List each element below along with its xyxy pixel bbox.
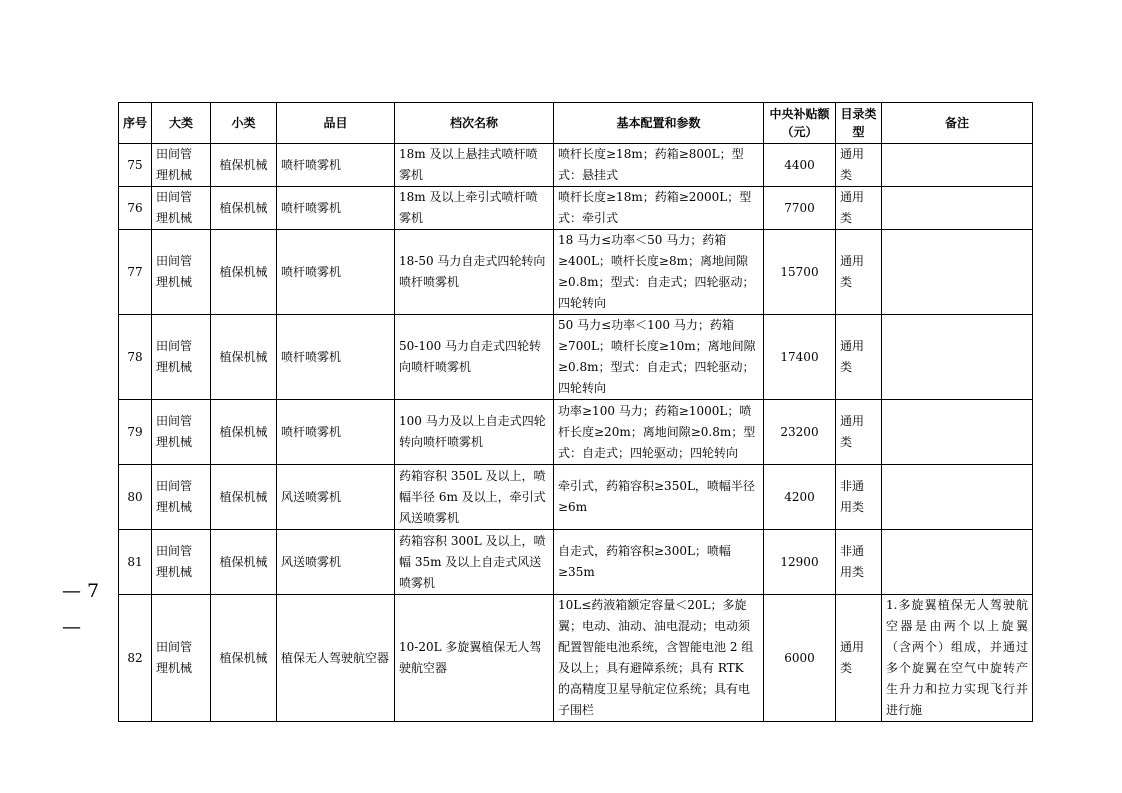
cell-no: 78 [119, 315, 152, 400]
cell-catalog-type-text: 通用类 [840, 147, 865, 182]
cell-subsidy: 23200 [764, 400, 836, 465]
cell-major-text: 田间管理机械 [156, 414, 193, 449]
cell-note [882, 187, 1033, 230]
cell-config: 18 马力≤功率＜50 马力；药箱≥400L；喷杆长度≥8m；离地间隙≥0.8m；型式：自走式；四轮驱动；四轮转向 [554, 230, 764, 315]
table-row [119, 230, 1033, 315]
header-subsidy: 中央补贴额（元） [764, 103, 836, 144]
cell-minor: 植保机械 [211, 315, 277, 400]
cell-no: 80 [119, 465, 152, 530]
cell-no: 81 [119, 530, 152, 595]
cell-minor: 植保机械 [211, 465, 277, 530]
cell-item: 植保无人驾驶航空器 [277, 595, 395, 722]
cell-grade: 50-100 马力自走式四轮转向喷杆喷雾机 [395, 315, 554, 400]
cell-major [152, 144, 211, 187]
cell-catalog-type-text: 通用类 [840, 640, 865, 675]
cell-grade: 10-20L 多旋翼植保无人驾驶航空器 [395, 595, 554, 722]
table-row [119, 187, 1033, 230]
cell-grade: 18m 及以上悬挂式喷杆喷雾机 [395, 144, 554, 187]
cell-subsidy: 17400 [764, 315, 836, 400]
cell-subsidy: 4200 [764, 465, 836, 530]
cell-subsidy: 12900 [764, 530, 836, 595]
cell-grade: 药箱容积 350L 及以上，喷幅半径 6m 及以上，牵引式风送喷雾机 [395, 465, 554, 530]
cell-catalog-type-text: 非通用类 [840, 479, 865, 514]
cell-no: 77 [119, 230, 152, 315]
cell-no: 76 [119, 187, 152, 230]
cell-grade: 100 马力及以上自走式四轮转向喷杆喷雾机 [395, 400, 554, 465]
table-header-row [119, 103, 1033, 144]
cell-item: 喷杆喷雾机 [277, 230, 395, 315]
cell-catalog-type-text: 通用类 [840, 190, 865, 225]
header-no: 序号 [119, 103, 152, 144]
cell-major [152, 530, 211, 595]
cell-catalog-type-text: 通用类 [840, 339, 865, 374]
cell-note [882, 315, 1033, 400]
cell-item: 喷杆喷雾机 [277, 315, 395, 400]
header-major: 大类 [152, 103, 211, 144]
cell-major [152, 315, 211, 400]
cell-catalog-type-text: 通用类 [840, 254, 865, 289]
cell-catalog-type [836, 400, 882, 465]
cell-major [152, 400, 211, 465]
cell-subsidy: 4400 [764, 144, 836, 187]
cell-catalog-type [836, 465, 882, 530]
cell-minor: 植保机械 [211, 595, 277, 722]
subsidy-catalog-table [118, 102, 1033, 722]
cell-note [882, 230, 1033, 315]
cell-major [152, 595, 211, 722]
cell-subsidy: 15700 [764, 230, 836, 315]
cell-grade: 18m 及以上牵引式喷杆喷雾机 [395, 187, 554, 230]
header-grade: 档次名称 [395, 103, 554, 144]
cell-config: 喷杆长度≥18m；药箱≥2000L；型式：牵引式 [554, 187, 764, 230]
cell-catalog-type [836, 315, 882, 400]
cell-catalog-type [836, 230, 882, 315]
cell-major-text: 田间管理机械 [156, 339, 193, 374]
header-catalog-type: 目录类型 [836, 103, 882, 144]
cell-no: 82 [119, 595, 152, 722]
cell-catalog-type [836, 187, 882, 230]
cell-item: 喷杆喷雾机 [277, 187, 395, 230]
cell-config: 50 马力≤功率＜100 马力；药箱≥700L；喷杆长度≥10m；离地间隙≥0.8m；型式：自走式；四轮驱动；四轮转向 [554, 315, 764, 400]
table-row [119, 595, 1033, 722]
header-note: 备注 [882, 103, 1033, 144]
cell-note: 1.多旋翼植保无人驾驶航空器是由两个以上旋翼（含两个）组成，并通过多个旋翼在空气中旋转产生升力和拉力实现飞行并进行施 [882, 595, 1033, 722]
cell-note [882, 465, 1033, 530]
cell-subsidy: 6000 [764, 595, 836, 722]
cell-note [882, 530, 1033, 595]
header-config: 基本配置和参数 [554, 103, 764, 144]
table-row [119, 315, 1033, 400]
cell-major-text: 田间管理机械 [156, 254, 193, 289]
cell-no: 75 [119, 144, 152, 187]
cell-item: 喷杆喷雾机 [277, 400, 395, 465]
cell-config: 喷杆长度≥18m；药箱≥800L；型式：悬挂式 [554, 144, 764, 187]
cell-catalog-type-text: 通用类 [840, 414, 865, 449]
cell-catalog-type [836, 595, 882, 722]
cell-note [882, 144, 1033, 187]
cell-grade: 18-50 马力自走式四轮转向喷杆喷雾机 [395, 230, 554, 315]
table-row [119, 465, 1033, 530]
cell-catalog-type-text: 非通用类 [840, 544, 865, 579]
cell-major [152, 230, 211, 315]
cell-major-text: 田间管理机械 [156, 640, 193, 675]
header-minor: 小类 [211, 103, 277, 144]
cell-major-text: 田间管理机械 [156, 190, 193, 225]
cell-note [882, 400, 1033, 465]
header-item: 品目 [277, 103, 395, 144]
cell-minor: 植保机械 [211, 530, 277, 595]
cell-minor: 植保机械 [211, 400, 277, 465]
table-row [119, 400, 1033, 465]
cell-major [152, 465, 211, 530]
cell-minor: 植保机械 [211, 187, 277, 230]
cell-config: 10L≤药液箱额定容量＜20L；多旋翼；电动、油动、油电混动；电动须配置智能电池系统，含智能电池 2 组及以上；具有避障系统；具有 RTK 的高精度卫星导航定位系统；具有电子围栏 [554, 595, 764, 722]
cell-catalog-type [836, 530, 882, 595]
cell-minor: 植保机械 [211, 230, 277, 315]
cell-major [152, 187, 211, 230]
cell-item: 风送喷雾机 [277, 530, 395, 595]
cell-subsidy: 7700 [764, 187, 836, 230]
cell-catalog-type [836, 144, 882, 187]
cell-minor: 植保机械 [211, 144, 277, 187]
cell-config: 自走式，药箱容积≥300L；喷幅≥35m [554, 530, 764, 595]
page-number [62, 580, 108, 638]
table-row [119, 530, 1033, 595]
cell-config: 功率≥100 马力；药箱≥1000L；喷杆长度≥20m；离地间隙≥0.8m；型式：自走式；四轮驱动；四轮转向 [554, 400, 764, 465]
page-number-line2: — [62, 616, 81, 638]
cell-item: 风送喷雾机 [277, 465, 395, 530]
cell-grade: 药箱容积 300L 及以上，喷幅 35m 及以上自走式风送喷雾机 [395, 530, 554, 595]
table-row [119, 144, 1033, 187]
cell-major-text: 田间管理机械 [156, 147, 193, 182]
page-number-line1: — 7 [62, 580, 100, 602]
cell-major-text: 田间管理机械 [156, 479, 193, 514]
cell-major-text: 田间管理机械 [156, 544, 193, 579]
cell-item: 喷杆喷雾机 [277, 144, 395, 187]
cell-config: 牵引式，药箱容积≥350L，喷幅半径≥6m [554, 465, 764, 530]
cell-no: 79 [119, 400, 152, 465]
